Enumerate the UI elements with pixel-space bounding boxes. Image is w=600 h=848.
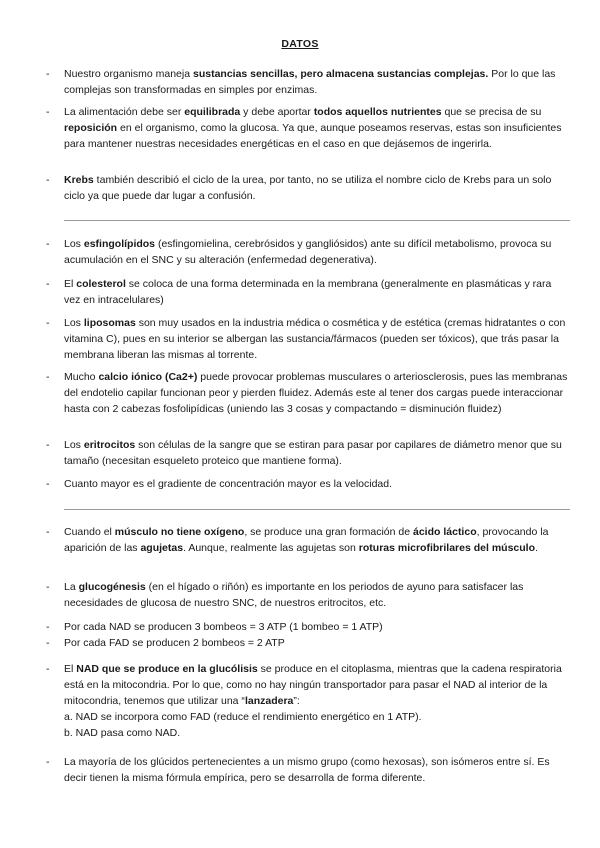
bullet-dash: -: [46, 106, 50, 118]
bullet-dash: -: [46, 439, 50, 451]
bullet-dash: -: [46, 238, 50, 250]
bold-text: todos aquellos nutrientes: [313, 106, 442, 118]
lanzadera-option: a. NAD se incorpora como FAD (reduce el rendimiento energético en 1 ATP).: [64, 711, 422, 723]
bold-text: equilibrada: [184, 106, 241, 118]
text-run: son células de la sangre que se estiran para pasar por capilares de diámetro menor que su tamaño (necesitan esqueleto proteico que mantiene forma).: [64, 439, 562, 467]
text-run: Por cada NAD se producen 3 bombeos = 3 ATP (1 bombeo = 1 ATP): [64, 621, 383, 633]
text-run: . Aunque, realmente las agujetas son: [183, 542, 359, 554]
text-run: Cuando el: [64, 526, 115, 538]
text-run: La alimentación debe ser: [64, 106, 185, 118]
page-title: DATOS: [281, 38, 319, 50]
list-item: [64, 437, 570, 469]
text-run: (esfingomielina, cerebrósidos y gangliósidos) ante su difícil metabolismo, provoca su acumulación en el SNC y su alteración (enfermedad degenerativa).: [64, 238, 552, 266]
bullet-dash: -: [46, 278, 50, 290]
text-run: en el organismo, como la glucosa. Ya que, aunque poseamos reservas, estas son insuficientes para mantener nuestras necesidades energéticas en el caso en que dejásemos de ingerirla.: [64, 122, 562, 150]
list-item: [64, 754, 570, 786]
list-item: [64, 172, 570, 204]
text-run: se coloca de una forma determinada en la membrana (generalmente en plasmáticas y rara vez en intracelulares): [64, 278, 552, 306]
list-item: [64, 476, 570, 492]
bold-text: reposición: [64, 122, 118, 134]
list-item: [64, 619, 570, 635]
text-run: puede provocar problemas musculares o arteriosclerosis, pues las membranas del endotelio capilar funcionan peor y pierden fluidez. Además este al tener dos cargas puede interaccionar hasta con 2 cabezas fosfolipídicas (uniendo las 3 cosas y compactando = disminución fluidez): [64, 371, 568, 415]
bullet-dash: -: [46, 317, 50, 329]
text-run: se produce en el citoplasma, mientras que la cadena respiratoria está en la mitocondria. Por lo que, como no hay ningún transportador para pasar el NAD al interior de la mitocondria, tenemos que utilizar una “: [64, 663, 562, 707]
bold-text: liposomas: [83, 317, 136, 329]
text-run: Los: [64, 317, 84, 329]
lanzadera-option: b. NAD pasa como NAD.: [64, 727, 181, 739]
list-item: [64, 635, 570, 651]
list-item: [64, 66, 570, 98]
bold-text: Krebs: [64, 174, 94, 186]
text-run: Mucho: [64, 371, 99, 383]
bullet-dash: -: [46, 68, 50, 80]
bullet-dash: -: [46, 371, 50, 383]
bullet-dash: -: [46, 663, 50, 675]
text-run: El: [64, 278, 77, 290]
bold-text: eritrocitos: [83, 439, 136, 451]
bold-text: agujetas: [140, 542, 184, 554]
bold-text: glucogénesis: [78, 581, 146, 593]
list-item: [64, 276, 570, 308]
list-item: [64, 661, 570, 709]
text-run: , se produce una gran formación de: [244, 526, 413, 538]
section-divider: [64, 509, 570, 510]
list-item: [64, 579, 570, 611]
bullet-dash: -: [46, 621, 50, 633]
text-run: La: [64, 581, 79, 593]
text-run: La mayoría de los glúcidos pertenecientes a un mismo grupo (como hexosas), son isómeros entre sí. Es decir tienen la misma fórmula empírica, pero se desarrolla de forma diferente.: [64, 756, 550, 784]
bold-text: sustancias sencillas, pero almacena sustancias complejas.: [192, 68, 489, 80]
bold-text: colesterol: [76, 278, 126, 290]
section-divider: [64, 220, 570, 221]
text-run: también describió el ciclo de la urea, por tanto, no se utiliza el nombre ciclo de Krebs para un solo ciclo ya que puede dar lugar a confusión.: [64, 174, 552, 202]
list-item: [64, 104, 570, 152]
bold-text: esfingolípidos: [83, 238, 156, 250]
text-run: Los: [64, 238, 84, 250]
bold-text: roturas microfibrilares del músculo: [358, 542, 535, 554]
text-run: .: [535, 542, 538, 554]
text-run: (en el hígado o riñón) es importante en los periodos de ayuno para satisfacer las necesidades de glucosa de nuestro SNC, de nuestros eritrocitos, etc.: [64, 581, 524, 609]
bullet-dash: -: [46, 526, 50, 538]
text-run: Nuestro organismo maneja: [64, 68, 193, 80]
text-run: El: [64, 663, 77, 675]
list-item: [64, 524, 570, 556]
bold-text: NAD que se produce en la glucólisis: [76, 663, 258, 675]
bullet-dash: -: [46, 756, 50, 768]
text-run: Los: [64, 439, 84, 451]
text-run: que se precisa de su: [441, 106, 542, 118]
bullet-dash: -: [46, 637, 50, 649]
list-item: [64, 236, 570, 268]
list-item: [64, 315, 570, 363]
bold-text: lanzadera: [244, 695, 294, 707]
text-run: Por lo que las complejas son transformadas en simples por enzimas.: [64, 68, 556, 96]
bold-text: músculo no tiene oxígeno: [114, 526, 245, 538]
bold-text: calcio iónico (Ca2+): [98, 371, 198, 383]
text-run: , provocando la aparición de las: [64, 526, 549, 554]
bullet-dash: -: [46, 581, 50, 593]
bold-text: ácido láctico: [413, 526, 477, 538]
text-run: y debe aportar: [240, 106, 314, 118]
text-run: Por cada FAD se producen 2 bombeos = 2 ATP: [64, 637, 285, 649]
bullet-dash: -: [46, 478, 50, 490]
list-item: [64, 369, 570, 417]
bullet-dash: -: [46, 174, 50, 186]
text-run: ”:: [293, 695, 300, 707]
text-run: son muy usados en la industria médica o cosmética y de estética (cremas hidratantes o con vitamina C), pues en su interior se albergan las sustancia/fármacos (pueden ser tóxicos), que trás pasar la membrana liberan las mismas al torrente.: [64, 317, 566, 361]
text-run: Cuanto mayor es el gradiente de concentración mayor es la velocidad.: [64, 478, 393, 490]
